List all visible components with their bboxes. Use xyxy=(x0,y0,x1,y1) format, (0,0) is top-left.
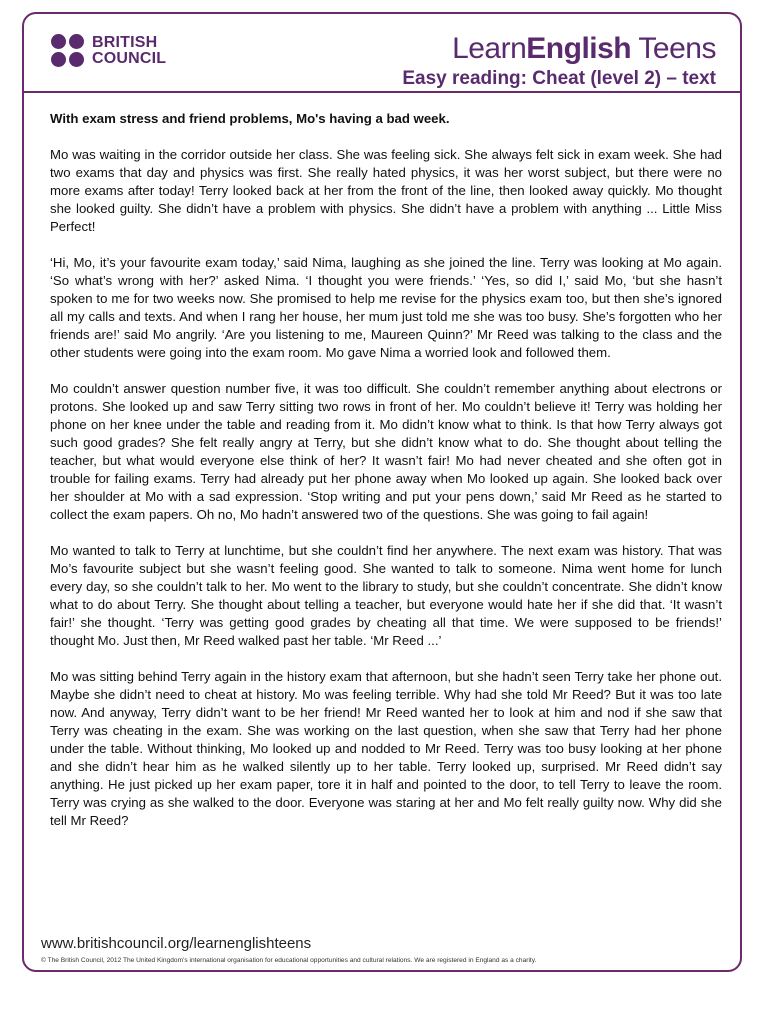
logo-line-2: COUNCIL xyxy=(92,49,167,67)
story-paragraph: ‘Hi, Mo, it’s your favourite exam today,’ said Nima, laughing as she joined the line. Terry was looking at Mo again. ‘So what’s wrong with her?’ asked Nima. ‘I thought you were friends.’ ‘Yes, so did I,’ said Mo, ‘but she hasn’t spoken to me for two weeks now. She promised to help me revise for the physics exam too, but then she’s ignored all my calls and texts. And when I rang her house, her mum just told me she was too busy. She’s forgotten who her friends are!’ said Mo angrily. ‘Are you listening to me, Maureen Quinn?’ Mr Reed was talking to the class and the other students were going into the exam room. Mo gave Nima a worried look and followed them. xyxy=(50,255,722,360)
story-paragraph: Mo was waiting in the corridor outside her class. She was feeling sick. She always felt sick in exam week. She had two exams that day and physics was first. She really hated physics, it was her worst subject, but there were no more exams after today! Terry looked back at her from the front of the line, then looked away quickly. Mo thought she looked guilty. She didn’t have a problem with physics. She didn’t have a problem with anything ... Little Miss Perfect! xyxy=(50,147,722,234)
logo-dots-icon xyxy=(51,34,84,67)
story-content xyxy=(50,110,722,848)
page-header xyxy=(24,14,740,90)
header-divider xyxy=(24,91,742,93)
story-paragraph: Mo wanted to talk to Terry at lunchtime, but she couldn’t find her anywhere. The next exam was history. That was Mo’s favourite subject but she wasn’t feeling good. She wanted to talk to someone. Nima went home for lunch every day, so she couldn’t talk to her. Mo went to the library to study, but she couldn’t concentrate. She didn’t know what to do about Terry. She thought about telling a teacher, but everyone would hate her if she did that. ‘It wasn’t fair!’ she thought. ‘Terry was getting good grades by cheating all that time. We were supposed to be friends!’ thought Mo. Just then, Mr Reed walked past her table. ‘Mr Reed ...’ xyxy=(50,543,722,648)
learnenglish-teens-brand xyxy=(402,32,716,90)
footer-legal-text: © The British Council, 2012 The United Kingdom’s international organisation for educational opportunities and cultural relations. We are registered in England as a charity. xyxy=(41,957,537,964)
logo-dot xyxy=(69,34,84,49)
brand-english: English xyxy=(526,32,632,65)
logo-line-1: BRITISH xyxy=(92,33,158,51)
logo-dot xyxy=(51,34,66,49)
footer-url-link[interactable]: www.britishcouncil.org/learnenglishteens xyxy=(41,935,312,952)
story-intro: With exam stress and friend problems, Mo's having a bad week. xyxy=(50,111,450,126)
logo-dot xyxy=(69,52,84,67)
brand-title xyxy=(402,32,716,66)
brand-learn: Learn xyxy=(452,32,527,65)
story-paragraph: Mo was sitting behind Terry again in the history exam that afternoon, but she hadn’t seen Terry take her phone out. Maybe she didn’t need to cheat at history. Mo was feeling terrible. Why had she told Mr Reed? But it was too late now. And anyway, Terry didn’t want to be her friend! Mr Reed wanted her to look at him and nod if she saw that Terry was cheating in the exam. She was working on the last question, when she saw that Terry had her phone under the table. Without thinking, Mo looked up and nodded to Mr Reed. Terry was too busy looking at her phone and she didn’t hear him as he walked silently up to her table. Terry looked up, surprised. Mr Reed didn’t say anything. He just picked up her exam paper, tore it in half and pointed to the door, to tell Terry to leave the room. Terry was crying as she walked to the door. Everyone was staring at her and Mo felt really guilty now. Why did she tell Mr Reed? xyxy=(50,669,722,828)
logo-text xyxy=(92,35,166,67)
page-subtitle: Easy reading: Cheat (level 2) – text xyxy=(402,68,716,89)
story-paragraph: Mo couldn’t answer question number five, it was too difficult. She couldn’t remember anything about electrons or protons. She looked up and saw Terry sitting two rows in front of her. Mo couldn’t believe it! Terry was holding her phone on her knee under the table and reading from it. Mo didn’t know what to think. Is that how Terry always got such good grades? She felt really angry at Terry, but she didn’t know what to do. She thought about telling the teacher, but what would everyone else think of her? It wasn’t fair! Mo had never cheated and she often got in trouble for failing exams. Terry had already put her phone away when Mo looked up again. She looked back over her shoulder at Mo with a sad expression. ‘Stop writing and put your pens down,’ said Mr Reed as he started to collect the exam papers. Oh no, Mo hadn’t answered two of the questions. She was going to fail again! xyxy=(50,381,722,522)
british-council-logo xyxy=(51,34,166,67)
logo-dot xyxy=(51,52,66,67)
brand-teens: Teens xyxy=(631,32,716,65)
